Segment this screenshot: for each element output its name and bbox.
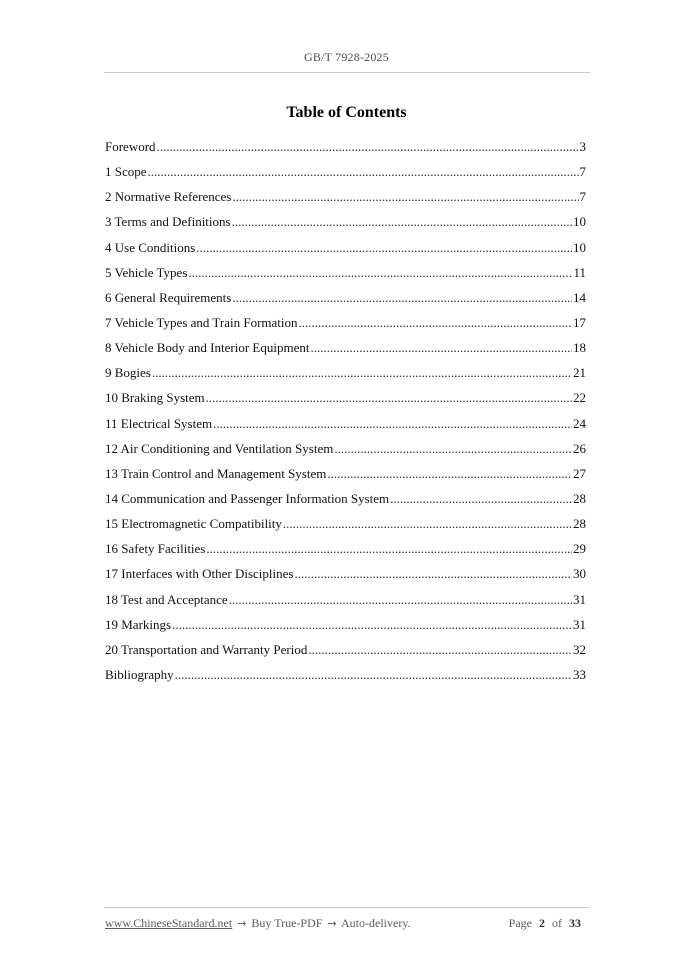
toc-entry-braking-system[interactable] (105, 389, 586, 414)
toc-page-number: 28 (573, 490, 586, 506)
toc-list (105, 138, 586, 691)
toc-entry-normative-references[interactable] (105, 188, 586, 213)
toc-entry-label: 3 Terms and Definitions (105, 214, 231, 230)
toc-page-number: 18 (573, 340, 586, 356)
toc-dot-leader (327, 465, 572, 483)
header-divider (104, 72, 590, 73)
toc-entry-label: Foreword (105, 139, 156, 154)
toc-dot-leader (232, 213, 572, 231)
toc-page-number: 17 (573, 314, 586, 330)
toc-entry-label: 14 Communication and Passenger Information System (105, 490, 390, 506)
toc-entry-terms-and-definitions[interactable] (105, 213, 586, 238)
toc-dot-leader (172, 616, 572, 634)
toc-entry-label: 4 Use Conditions (105, 239, 196, 255)
toc-entry-label: 5 Vehicle Types (105, 264, 188, 280)
toc-entry-label: 15 Electromagnetic Compatibility (105, 516, 282, 532)
toc-page-number: 10 (573, 214, 586, 230)
toc-page-number: 22 (573, 390, 586, 406)
toc-page-number: 10 (573, 239, 586, 255)
toc-entry-bibliography[interactable] (105, 666, 586, 691)
buy-true-pdf-text: Buy True-PDF (251, 916, 323, 930)
toc-entry-label: 2 Normative References (105, 189, 232, 205)
toc-entry-label: 11 Electrical System (105, 415, 213, 431)
toc-entry-safety-facilities[interactable] (105, 540, 586, 565)
toc-page-number: 31 (573, 591, 586, 607)
toc-dot-leader (175, 666, 572, 684)
toc-dot-leader (308, 641, 572, 659)
current-page-number: 2 (539, 916, 545, 930)
toc-entry-label: 19 Markings (105, 616, 172, 632)
toc-entry-label: 6 General Requirements (105, 289, 232, 305)
toc-page-number: 11 (573, 264, 586, 280)
document-code-header: GB/T 7928-2025 (304, 50, 389, 64)
toc-dot-leader (310, 339, 572, 357)
toc-page-number: 3 (579, 139, 586, 154)
toc-dot-leader (334, 440, 572, 458)
toc-page-number: 7 (579, 189, 586, 205)
toc-entry-vehicle-body[interactable] (105, 339, 586, 364)
toc-entry-air-conditioning[interactable] (105, 440, 586, 465)
toc-entry-transportation-warranty[interactable] (105, 641, 586, 666)
toc-dot-leader (157, 138, 579, 156)
toc-entry-label: 16 Safety Facilities (105, 541, 206, 557)
toc-entry-bogies[interactable] (105, 364, 586, 389)
toc-entry-train-formation[interactable] (105, 314, 586, 339)
toc-page-number: 31 (573, 616, 586, 632)
toc-entry-label: 1 Scope (105, 164, 147, 180)
toc-page-number: 26 (573, 440, 586, 456)
toc-dot-leader (188, 264, 572, 282)
toc-entry-train-control[interactable] (105, 465, 586, 490)
toc-entry-interfaces[interactable] (105, 565, 586, 590)
toc-entry-vehicle-types[interactable] (105, 264, 586, 289)
toc-dot-leader (148, 163, 579, 181)
toc-entry-electromagnetic-compatibility[interactable] (105, 515, 586, 540)
page-word: Page (508, 916, 532, 930)
toc-dot-leader (213, 415, 572, 433)
toc-page-number: 14 (573, 289, 586, 305)
toc-entry-label: 8 Vehicle Body and Interior Equipment (105, 340, 310, 356)
toc-entry-electrical-system[interactable] (105, 415, 586, 440)
toc-dot-leader (206, 540, 572, 558)
toc-dot-leader (196, 239, 572, 257)
toc-entry-label: 7 Vehicle Types and Train Formation (105, 314, 298, 330)
toc-page-number: 32 (573, 641, 586, 657)
toc-page-number: 29 (573, 541, 586, 557)
toc-entry-general-requirements[interactable] (105, 289, 586, 314)
site-link[interactable]: www.ChineseStandard.net (105, 916, 233, 930)
toc-dot-leader (299, 314, 572, 332)
toc-dot-leader (232, 188, 578, 206)
toc-entry-label: 13 Train Control and Management System (105, 465, 327, 481)
toc-dot-leader (283, 515, 572, 533)
toc-entry-label: 17 Interfaces with Other Disciplines (105, 566, 294, 582)
right-arrow-icon: → (237, 917, 247, 930)
toc-page-number: 28 (573, 516, 586, 532)
toc-entry-label: 20 Transportation and Warranty Period (105, 641, 308, 657)
toc-dot-leader (152, 364, 572, 382)
toc-entry-test-and-acceptance[interactable] (105, 591, 586, 616)
total-pages-number: 33 (569, 916, 581, 930)
toc-dot-leader (294, 565, 572, 583)
toc-dot-leader (206, 389, 572, 407)
toc-entry-foreword[interactable] (105, 138, 586, 163)
toc-entry-label: 10 Braking System (105, 390, 205, 406)
toc-page-number: 27 (573, 465, 586, 481)
toc-entry-label: 9 Bogies (105, 365, 151, 381)
toc-entry-label: 18 Test and Acceptance (105, 591, 228, 607)
toc-entry-label: Bibliography (105, 666, 174, 682)
of-word: of (552, 916, 562, 930)
footer-divider (104, 907, 590, 908)
toc-page-number: 21 (573, 365, 586, 381)
toc-page-number: 24 (573, 415, 586, 431)
toc-entry-label: 12 Air Conditioning and Ventilation System (105, 440, 334, 456)
toc-page-number: 33 (573, 666, 586, 682)
auto-delivery-text: Auto-delivery. (341, 916, 411, 930)
toc-title: Table of Contents (286, 104, 407, 121)
toc-page-number: 30 (573, 566, 586, 582)
footer-promo (105, 916, 411, 931)
toc-page-number: 7 (579, 164, 586, 180)
page-indicator (509, 916, 585, 931)
toc-entry-scope[interactable] (105, 163, 586, 188)
toc-entry-markings[interactable] (105, 616, 586, 641)
toc-dot-leader (390, 490, 572, 508)
toc-entry-use-conditions[interactable] (105, 239, 586, 264)
right-arrow-icon: → (327, 917, 337, 930)
toc-dot-leader (229, 591, 572, 609)
toc-entry-communication[interactable] (105, 490, 586, 515)
toc-dot-leader (232, 289, 572, 307)
